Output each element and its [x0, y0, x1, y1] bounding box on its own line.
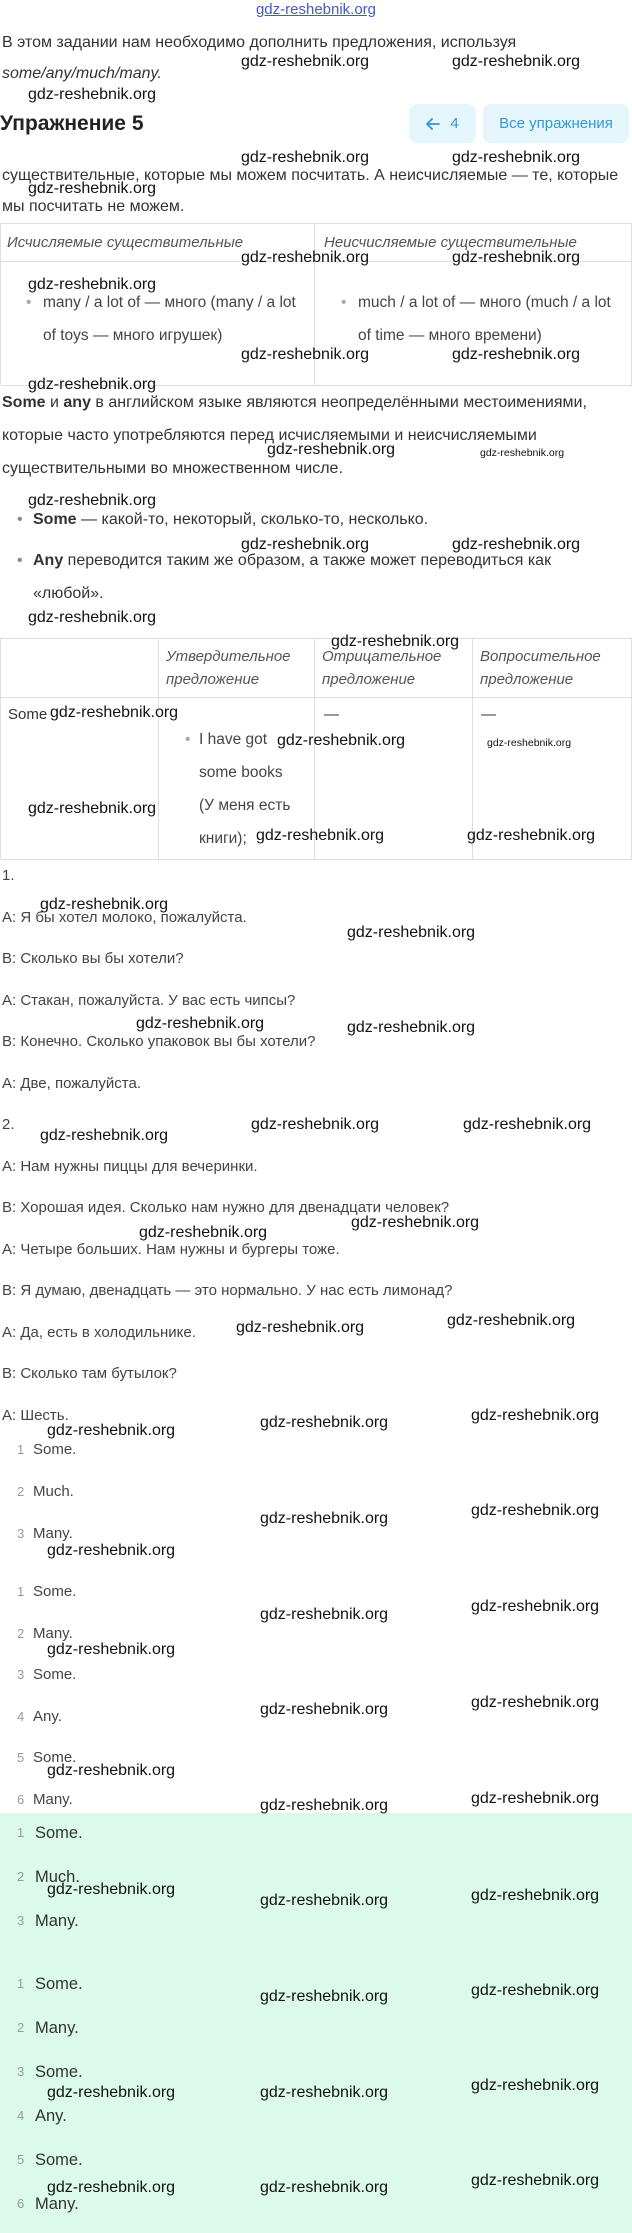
watermark-text: gdz-reshebnik.org	[471, 1982, 600, 1999]
watermark-text: gdz-reshebnik.org	[471, 1790, 600, 1807]
dialog-number: 2.	[2, 1116, 15, 1133]
intro-word-list: some/any/much/many.	[2, 65, 162, 82]
table-cell-question: —	[473, 698, 632, 860]
item-number: 2	[17, 1625, 25, 1641]
site-link[interactable]: gdz-reshebnik.org	[255, 1, 377, 18]
watermark-text: gdz-reshebnik.org	[277, 732, 406, 749]
item-answer: Some.	[33, 1666, 77, 1683]
watermark-text: gdz-reshebnik.org	[47, 2179, 176, 2196]
arrow-left-icon	[426, 118, 440, 130]
item-answer: Some.	[35, 1975, 83, 1993]
watermark-text: gdz-reshebnik.org	[260, 1892, 389, 1909]
all-exercises-button[interactable]: Все упражнения	[483, 104, 629, 143]
watermark-text: gdz-reshebnik.org	[471, 2077, 600, 2094]
item-number: 6	[17, 1791, 25, 1807]
watermark-text: gdz-reshebnik.org	[471, 1598, 600, 1615]
watermark-text: gdz-reshebnik.org	[331, 633, 460, 650]
watermark-text: gdz-reshebnik.org	[347, 924, 476, 941]
prev-exercise-button[interactable]	[409, 104, 476, 143]
watermark-text: gdz-reshebnik.org	[47, 1881, 176, 1898]
item-answer: Much.	[35, 1868, 80, 1886]
dialog-line: A: Стакан, пожалуйста. У вас есть чипсы?	[2, 991, 296, 1009]
watermark-text: gdz-reshebnik.org	[28, 86, 157, 103]
answers-part-1	[0, 1429, 632, 1555]
watermark-text: gdz-reshebnik.org	[471, 1407, 600, 1424]
item-number: 6	[17, 2196, 25, 2211]
watermark-text: gdz-reshebnik.org	[267, 441, 396, 458]
meaning-text: переводится таким же образом, а также может переводиться как «любой».	[33, 552, 552, 602]
intro-line: В этом задании нам необходимо дополнить предложения, используя	[2, 34, 517, 51]
term-some: Some	[33, 511, 77, 528]
item-answer: Many.	[33, 1624, 73, 1642]
item-number: 2	[17, 1869, 25, 1884]
watermark-text: gdz-reshebnik.org	[40, 896, 169, 913]
item-number: 3	[17, 1667, 25, 1682]
watermark-text: gdz-reshebnik.org	[241, 53, 370, 70]
list-item	[0, 1654, 632, 1696]
meaning-text: — какой-то, некоторый, сколько-то, несколько.	[76, 511, 429, 528]
watermark-text: gdz-reshebnik.org	[260, 2179, 389, 2196]
watermark-text: gdz-reshebnik.org	[260, 1606, 389, 1623]
watermark-text: gdz-reshebnik.org	[28, 609, 157, 626]
table-header-negative: Отрицательное предложение	[315, 639, 473, 698]
watermark-text: gdz-reshebnik.org	[139, 1224, 268, 1241]
item-answer: Some.	[33, 1583, 77, 1600]
item-number: 1	[17, 1442, 25, 1457]
watermark-text: gdz-reshebnik.org	[471, 1887, 600, 1904]
list-item: • much / a lot of — много (much / a lot of time — много времени)	[341, 286, 621, 352]
watermark-text: gdz-reshebnik.org	[241, 346, 370, 363]
item-answer: Many.	[33, 1525, 73, 1542]
dialog-line: A: Шесть.	[2, 1406, 69, 1424]
item-number: 1	[17, 1584, 25, 1599]
noun-definition-text: существительные, которые мы можем посчитать. А неисчисляемые — те, которые мы посчитать не можем.	[2, 167, 619, 215]
watermark-text: gdz-reshebnik.org	[260, 2084, 389, 2101]
term-some: Some	[2, 394, 46, 411]
watermark-text: gdz-reshebnik.org	[452, 346, 581, 363]
watermark-text: gdz-reshebnik.org	[452, 149, 581, 166]
watermark-text: gdz-reshebnik.org	[260, 1701, 389, 1718]
watermark-text: gdz-reshebnik.org	[40, 1127, 169, 1144]
watermark-text: gdz-reshebnik.org	[47, 1641, 176, 1658]
watermark-text: gdz-reshebnik.org	[447, 1312, 576, 1329]
table-header-question: Вопросительное предложение	[473, 639, 632, 698]
dialog-line: A: Я бы хотел молоко, пожалуйста.	[2, 908, 247, 926]
watermark-text: gdz-reshebnik.org	[260, 1414, 389, 1431]
watermark-text: gdz-reshebnik.org	[256, 827, 385, 844]
dialog-line: B: Хорошая идея. Сколько нам нужно для двенадцати человек?	[2, 1199, 450, 1216]
watermark-text: gdz-reshebnik.org	[452, 536, 581, 553]
watermark-text: gdz-reshebnik.org	[487, 737, 572, 749]
item-number: 5	[17, 1750, 25, 1765]
dialog-line: A: Четыре больших. Нам нужны и бургеры тоже.	[2, 1240, 340, 1258]
item-answer: Any.	[33, 1707, 62, 1725]
watermark-text: gdz-reshebnik.org	[241, 149, 370, 166]
item-answer: Many.	[33, 1790, 73, 1808]
dialog-line: B: Конечно. Сколько упаковок вы бы хотели?	[2, 1033, 316, 1050]
table-cell-uncountable	[315, 262, 632, 386]
watermark-text: gdz-reshebnik.org	[241, 536, 370, 553]
watermark-text: gdz-reshebnik.org	[452, 249, 581, 266]
item-answer: Some.	[33, 1749, 77, 1766]
watermark-text: gdz-reshebnik.org	[47, 1542, 176, 1559]
table-header-affirmative: Утвердительное предложение	[159, 639, 315, 698]
dialog-line: A: Две, пожалуйста.	[2, 1074, 141, 1092]
item-number: 2	[17, 2020, 25, 2035]
table-header-countable: Исчисляемые существительные	[1, 224, 315, 262]
list-item: • I have got some books (У меня есть книги);	[185, 723, 300, 855]
item-answer: Some.	[35, 2063, 83, 2081]
watermark-text: gdz-reshebnik.org	[47, 1422, 176, 1439]
item-answer: Many.	[35, 2195, 79, 2213]
item-number: 2	[17, 1484, 25, 1499]
dialog-line: B: Сколько там бутылок?	[2, 1365, 177, 1382]
watermark-text: gdz-reshebnik.org	[480, 447, 565, 459]
watermark-text: gdz-reshebnik.org	[28, 492, 157, 509]
watermark-text: gdz-reshebnik.org	[47, 2084, 176, 2101]
item-answer: Many.	[35, 1912, 79, 1930]
term-any: any	[63, 394, 91, 411]
item-number: 3	[17, 1913, 25, 1928]
watermark-text: gdz-reshebnik.org	[463, 1116, 592, 1133]
item-answer: Any.	[35, 2107, 67, 2125]
table-header-empty	[1, 639, 159, 698]
watermark-text: gdz-reshebnik.org	[347, 1019, 476, 1036]
term-any: Any	[33, 552, 64, 569]
dialog-line: A: Да, есть в холодильнике.	[2, 1323, 196, 1341]
page-title: Упражнение 5	[0, 112, 144, 135]
watermark-text: gdz-reshebnik.org	[467, 827, 596, 844]
watermark-text: gdz-reshebnik.org	[452, 53, 581, 70]
watermark-text: gdz-reshebnik.org	[471, 1694, 600, 1711]
watermark-text: gdz-reshebnik.org	[28, 180, 157, 197]
paragraph-text: в английском языке являются неопределёнными местоимениями, которые часто употребляются перед исчисляемыми и неисчисляемыми существительными во множественном числе.	[2, 394, 587, 477]
dialog-number: 1.	[2, 867, 15, 884]
table-row-label: Some	[1, 698, 159, 860]
watermark-text: gdz-reshebnik.org	[50, 704, 179, 721]
list-item	[0, 2006, 632, 2050]
watermark-text: gdz-reshebnik.org	[251, 1116, 380, 1133]
item-number: 3	[17, 1526, 25, 1541]
item-number: 4	[17, 2108, 25, 2123]
item-answer: Much.	[33, 1483, 74, 1500]
meanings-list	[0, 503, 595, 618]
dialog-line: B: Я думаю, двенадцать — это нормально. У нас есть лимонад?	[2, 1282, 453, 1299]
list-item	[0, 1811, 632, 1855]
list-item: • many / a lot of — много (many / a lot of toys — много игрушек)	[26, 286, 304, 352]
watermark-text: gdz-reshebnik.org	[241, 249, 370, 266]
highlighted-answers-part-1	[0, 1811, 632, 1943]
watermark-text: gdz-reshebnik.org	[471, 2172, 600, 2189]
watermark-text: gdz-reshebnik.org	[260, 1988, 389, 2005]
item-answer: Some.	[33, 1441, 77, 1458]
dialog-line: A: Нам нужны пиццы для вечеринки.	[2, 1157, 258, 1175]
item-number: 3	[17, 2064, 25, 2079]
table-cell-negative: —	[315, 698, 473, 860]
item-answer: Many.	[35, 2019, 79, 2037]
watermark-text: gdz-reshebnik.org	[28, 800, 157, 817]
table-header-uncountable: Неисчисляемые существительные	[315, 224, 632, 262]
item-number: 1	[17, 1976, 25, 1991]
some-any-paragraph	[2, 386, 630, 485]
dialog-line: B: Сколько вы бы хотели?	[2, 950, 184, 967]
item-number: 5	[17, 2152, 25, 2167]
item-number: 4	[17, 1708, 25, 1724]
item-answer: Some.	[35, 1824, 83, 1842]
watermark-text: gdz-reshebnik.org	[260, 1797, 389, 1814]
item-number: 1	[17, 1825, 25, 1840]
watermark-text: gdz-reshebnik.org	[28, 276, 157, 293]
watermark-text: gdz-reshebnik.org	[28, 376, 157, 393]
paragraph-text: и	[45, 394, 64, 411]
watermark-text: gdz-reshebnik.org	[47, 1762, 176, 1779]
watermark-text: gdz-reshebnik.org	[260, 1510, 389, 1527]
item-answer: Some.	[35, 2151, 83, 2169]
watermark-text: gdz-reshebnik.org	[471, 1502, 600, 1519]
prev-exercise-number: 4	[450, 115, 459, 132]
watermark-text: gdz-reshebnik.org	[136, 1015, 265, 1032]
watermark-text: gdz-reshebnik.org	[236, 1319, 365, 1336]
watermark-text: gdz-reshebnik.org	[351, 1214, 480, 1231]
